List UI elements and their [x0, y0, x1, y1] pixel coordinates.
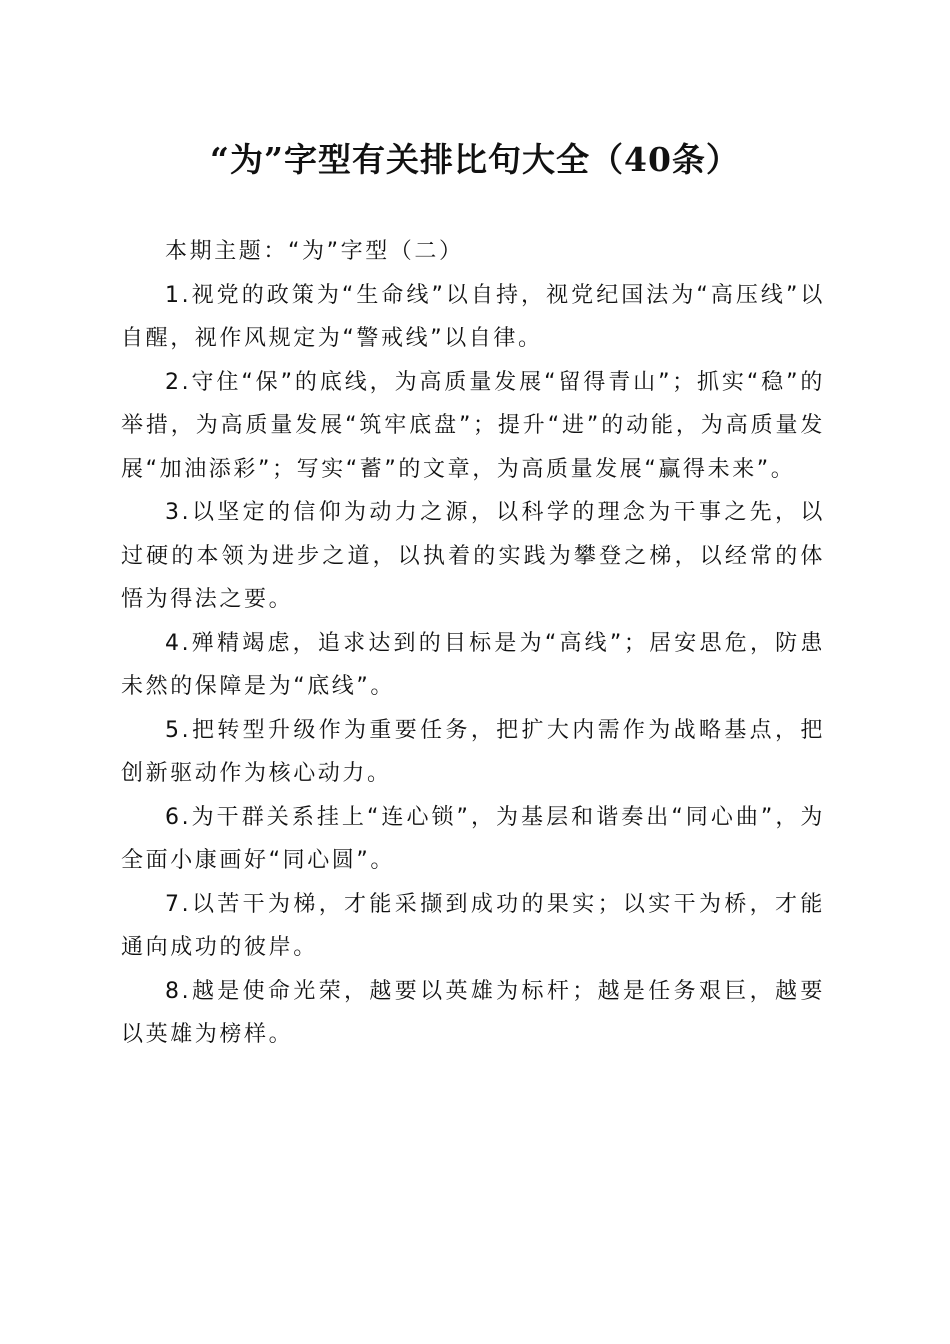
- list-item: 7.以苦干为梯，才能采撷到成功的果实；以实干为桥，才能通向成功的彼岸。: [121, 891, 825, 960]
- list-item: 8.越是使命光荣，越要以英雄为标杆；越是任务艰巨，越要以英雄为榜样。: [121, 978, 825, 1047]
- list-item: 4.殚精竭虑，追求达到的目标是为“高线”；居安思危，防患未然的保障是为“底线”。: [121, 630, 825, 699]
- list-item: 5.把转型升级作为重要任务，把扩大内需作为战略基点，把创新驱动作为核心动力。: [121, 717, 825, 786]
- list-item: 3.以坚定的信仰为动力之源，以科学的理念为干事之先，以过硬的本领为进步之道，以执着的实践为攀登之梯，以经常的体悟为得法之要。: [121, 500, 825, 612]
- list-item: 6.为干群关系挂上“连心锁”，为基层和谐奏出“同心曲”，为全面小康画好“同心圆”。: [121, 804, 825, 873]
- list-item: 2.守住“保”的底线，为高质量发展“留得青山”；抓实“稳”的举措，为高质量发展“筑牢底盘”；提升“进”的动能，为高质量发展“加油添彩”；写实“蓄”的文章，为高质量发展“赢得未来”。: [121, 369, 825, 482]
- document-body: [121, 230, 825, 1057]
- document-title: “为”字型有关排比句大全（40条）: [210, 140, 740, 179]
- list-item: 1.视党的政策为“生命线”以自持，视党纪国法为“高压线”以自醒，视作风规定为“警戒线”以自律。: [121, 282, 825, 351]
- theme-line: 本期主题：“为”字型（二）: [165, 239, 464, 264]
